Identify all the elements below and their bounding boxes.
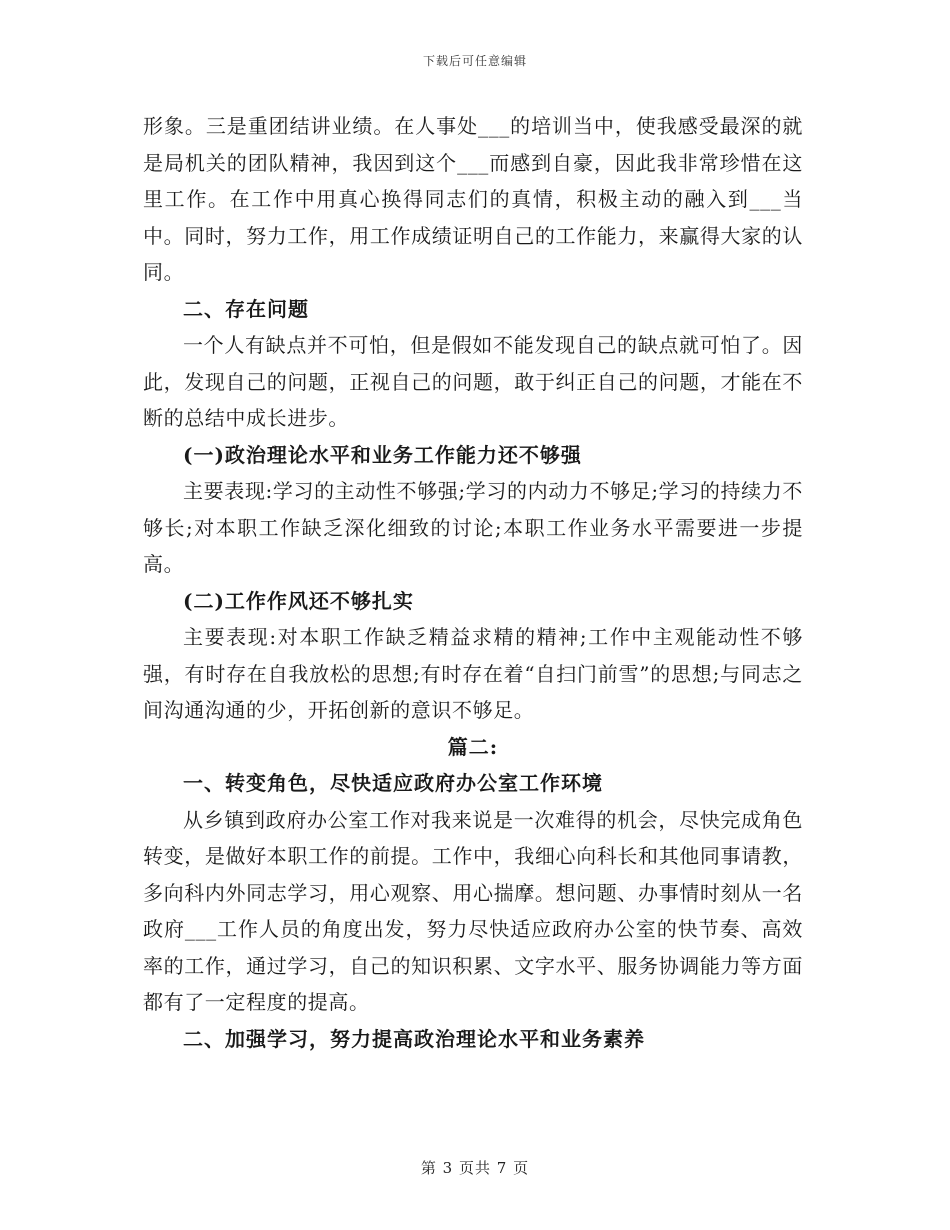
section-heading-role-change: 一、转变角色，尽快适应政府办公室工作环境: [183, 771, 603, 795]
paragraph-theory-ability: 主要表现:学习的主动性不够强;学习的内动力不够足;学习的持续力不够长;对本职工作缺乏深化细致的讨论;本职工作业务水平需要进一步提高。: [143, 479, 803, 576]
page-footer: 第 3 页共 7 页: [420, 1159, 530, 1177]
section-heading-problems: 二、存在问题: [183, 296, 309, 321]
paragraph-work-style: 主要表现:对本职工作缺乏精益求精的精神;工作中主观能动性不够强，有时存在自我放松的思想;有时存在着“自扫门前雪”的思想;与同志之间沟通沟通的少，开拓创新的意识不够足。: [143, 625, 803, 722]
document-body: [143, 108, 803, 1057]
page-header: 下载后可任意编辑: [422, 54, 527, 68]
chapter-heading-part-two: 篇二:: [447, 734, 499, 759]
paragraph-intro-continuation: 形象。三是重团结讲业绩。在人事处___的培训当中，使我感受最深的就是局机关的团队精神，我因到这个___而感到自豪，因此我非常珍惜在这里工作。在工作中用真心换得同志们的真情，积极主动的融入到___当中。同时，努力工作，用工作成绩证明自己的工作能力，来赢得大家的认同。: [143, 114, 803, 284]
section-heading-study: 二、加强学习，努力提高政治理论水平和业务素养: [183, 1026, 645, 1051]
paragraph-role-change: 从乡镇到政府办公室工作对我来说是一次难得的机会，尽快完成角色转变，是做好本职工作的前提。工作中，我细心向科长和其他同事请教，多向科内外同志学习，用心观察、用心揣摩。想问题、办事情时刻从一名政府___工作人员的角度出发，努力尽快适应政府办公室的快节奏、高效率的工作，通过学习，自己的知识积累、文字水平、服务协调能力等方面都有了一定程度的提高。: [143, 807, 803, 1014]
paragraph-problems-intro: 一个人有缺点并不可怕，但是假如不能发现自己的缺点就可怕了。因此，发现自己的问题，正视自己的问题，敢于纠正自己的问题，才能在不断的总结中成长进步。: [143, 333, 803, 430]
subheading-work-style: (二)工作作风还不够扎实: [183, 588, 414, 613]
subheading-theory-ability: (一)政治理论水平和业务工作能力还不够强: [183, 442, 582, 467]
